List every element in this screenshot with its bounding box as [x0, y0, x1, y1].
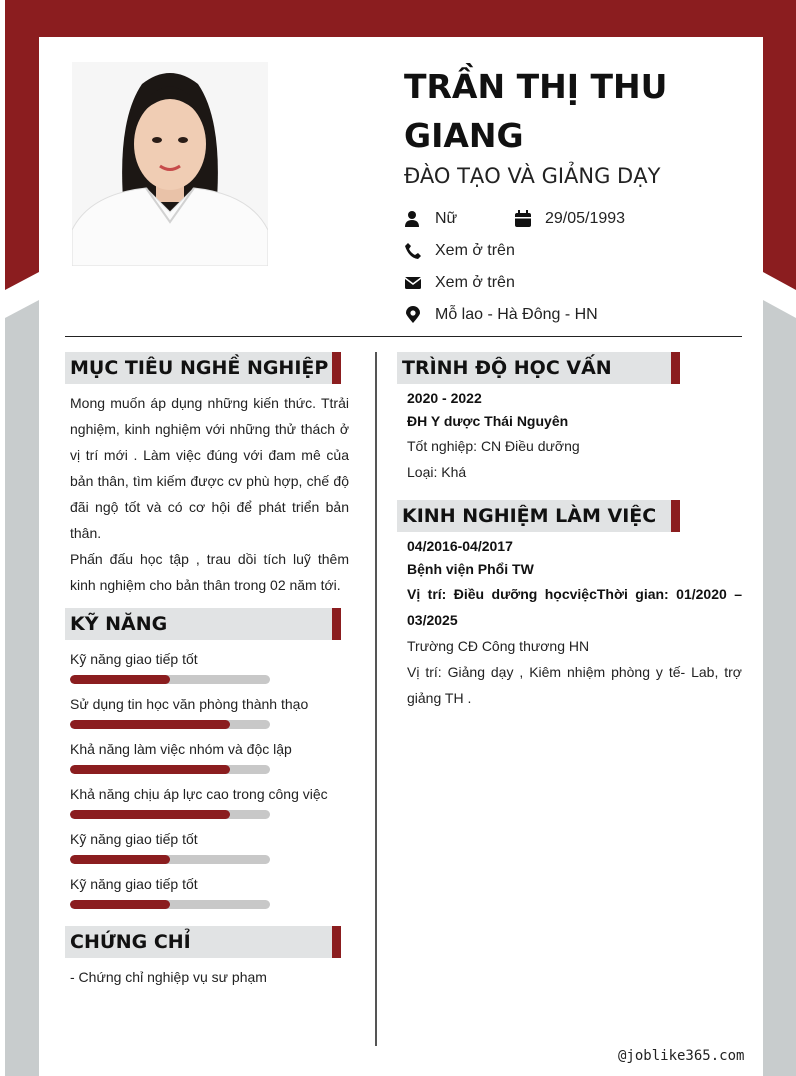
education-school: ĐH Y dược Thái Nguyên	[407, 413, 569, 429]
section-title: CHỨNG CHỈ	[70, 931, 191, 953]
gender-value: Nữ	[435, 210, 458, 227]
experience-period: 04/2016-04/2017	[407, 538, 513, 554]
section-title: KINH NGHIỆM LÀM VIỆC	[402, 505, 657, 527]
skill-bar	[70, 810, 270, 819]
experience-position: Vị trí: Điều dưỡng họcviệcThời gian: 01/2020 – 03/2025	[407, 586, 742, 628]
section-title: TRÌNH ĐỘ HỌC VẤN	[402, 357, 612, 379]
accent-bar	[332, 926, 341, 958]
certificate-item: - Chứng chỉ nghiệp vụ sư phạm	[70, 969, 267, 985]
skill-label: Kỹ năng giao tiếp tốt	[70, 876, 198, 892]
education-degree: Tốt nghiệp: CN Điều dưỡng	[407, 438, 580, 454]
experience-header	[397, 500, 680, 532]
skill-label: Sử dụng tin học văn phòng thành thạo	[70, 696, 309, 712]
address-row	[404, 303, 664, 327]
skill-bar-fill	[70, 720, 230, 729]
section-title: KỸ NĂNG	[70, 613, 168, 635]
calendar-icon	[514, 210, 532, 228]
birthdate-row	[514, 207, 654, 231]
skill-bar-fill	[70, 675, 170, 684]
skills-header	[65, 608, 341, 640]
watermark-text: @joblike365.com	[618, 1048, 745, 1064]
birthdate-value: 29/05/1993	[545, 210, 626, 227]
experience-company-2: Trường CĐ Công thương HN	[407, 638, 590, 654]
skill-label: Kỹ năng giao tiếp tốt	[70, 831, 198, 847]
profile-photo	[72, 62, 268, 266]
gender-row	[404, 207, 504, 231]
header-divider	[65, 336, 742, 337]
skill-label: Khả năng chịu áp lực cao trong công việc	[70, 786, 328, 802]
email-row	[404, 271, 604, 295]
education-period: 2020 - 2022	[407, 390, 482, 406]
skill-bar	[70, 900, 270, 909]
skill-bar-fill	[70, 810, 230, 819]
objective-paragraph: Phấn đấu học tập , trau dồi tích luỹ thêm kinh nghiệm cho bản thân trong 02 năm tới.	[70, 551, 349, 593]
skill-item	[70, 875, 360, 915]
section-title: MỤC TIÊU NGHỀ NGHIỆP	[70, 357, 329, 379]
column-divider	[375, 352, 377, 1046]
accent-bar	[332, 352, 341, 384]
skill-item	[70, 650, 360, 690]
education-grade: Loại: Khá	[407, 464, 467, 480]
objective-paragraph: Mong muốn áp dụng những kiến thức. Ttrải nghiệm, kinh nghiệm với những thử thách ở vị trí mới . Làm việc đúng với đam mê của bản thân, tìm kiếm được cv phù hợp, chế độ đãi ngộ tốt và có cơ hội để phát triển bản thân.	[70, 395, 349, 541]
email-value[interactable]: Xem ở trên	[435, 274, 515, 291]
objective-header	[65, 352, 341, 384]
skill-bar-fill	[70, 765, 230, 774]
phone-value[interactable]: Xem ở trên	[435, 242, 515, 259]
accent-bar	[332, 608, 341, 640]
skill-label: Khả năng làm việc nhóm và độc lập	[70, 741, 292, 757]
skill-bar	[70, 765, 270, 774]
skill-item	[70, 695, 360, 735]
phone-row	[404, 239, 604, 263]
skill-bar-fill	[70, 900, 170, 909]
map-pin-icon	[404, 306, 422, 324]
skill-item	[70, 740, 360, 780]
skill-item	[70, 830, 360, 870]
envelope-icon	[404, 274, 422, 292]
job-title: ĐÀO TẠO VÀ GIẢNG DẠY	[404, 164, 661, 188]
accent-bar	[671, 352, 680, 384]
skill-label: Kỹ năng giao tiếp tốt	[70, 651, 198, 667]
skill-bar-fill	[70, 855, 170, 864]
skill-bar	[70, 855, 270, 864]
user-icon	[404, 210, 422, 228]
candidate-name: TRẦN THỊ THU GIANG	[404, 67, 668, 155]
experience-company: Bệnh viện Phổi TW	[407, 561, 534, 577]
skill-item	[70, 785, 360, 825]
address-value: Mỗ lao - Hà Đông - HN	[435, 306, 598, 323]
certificates-header	[65, 926, 341, 958]
experience-position-2: Vị trí: Giảng dạy , Kiêm nhiệm phòng y tế- Lab, trợ giảng TH .	[407, 664, 742, 706]
accent-bar	[671, 500, 680, 532]
education-header	[397, 352, 680, 384]
skill-bar	[70, 720, 270, 729]
skill-bar	[70, 675, 270, 684]
phone-icon	[404, 242, 422, 260]
